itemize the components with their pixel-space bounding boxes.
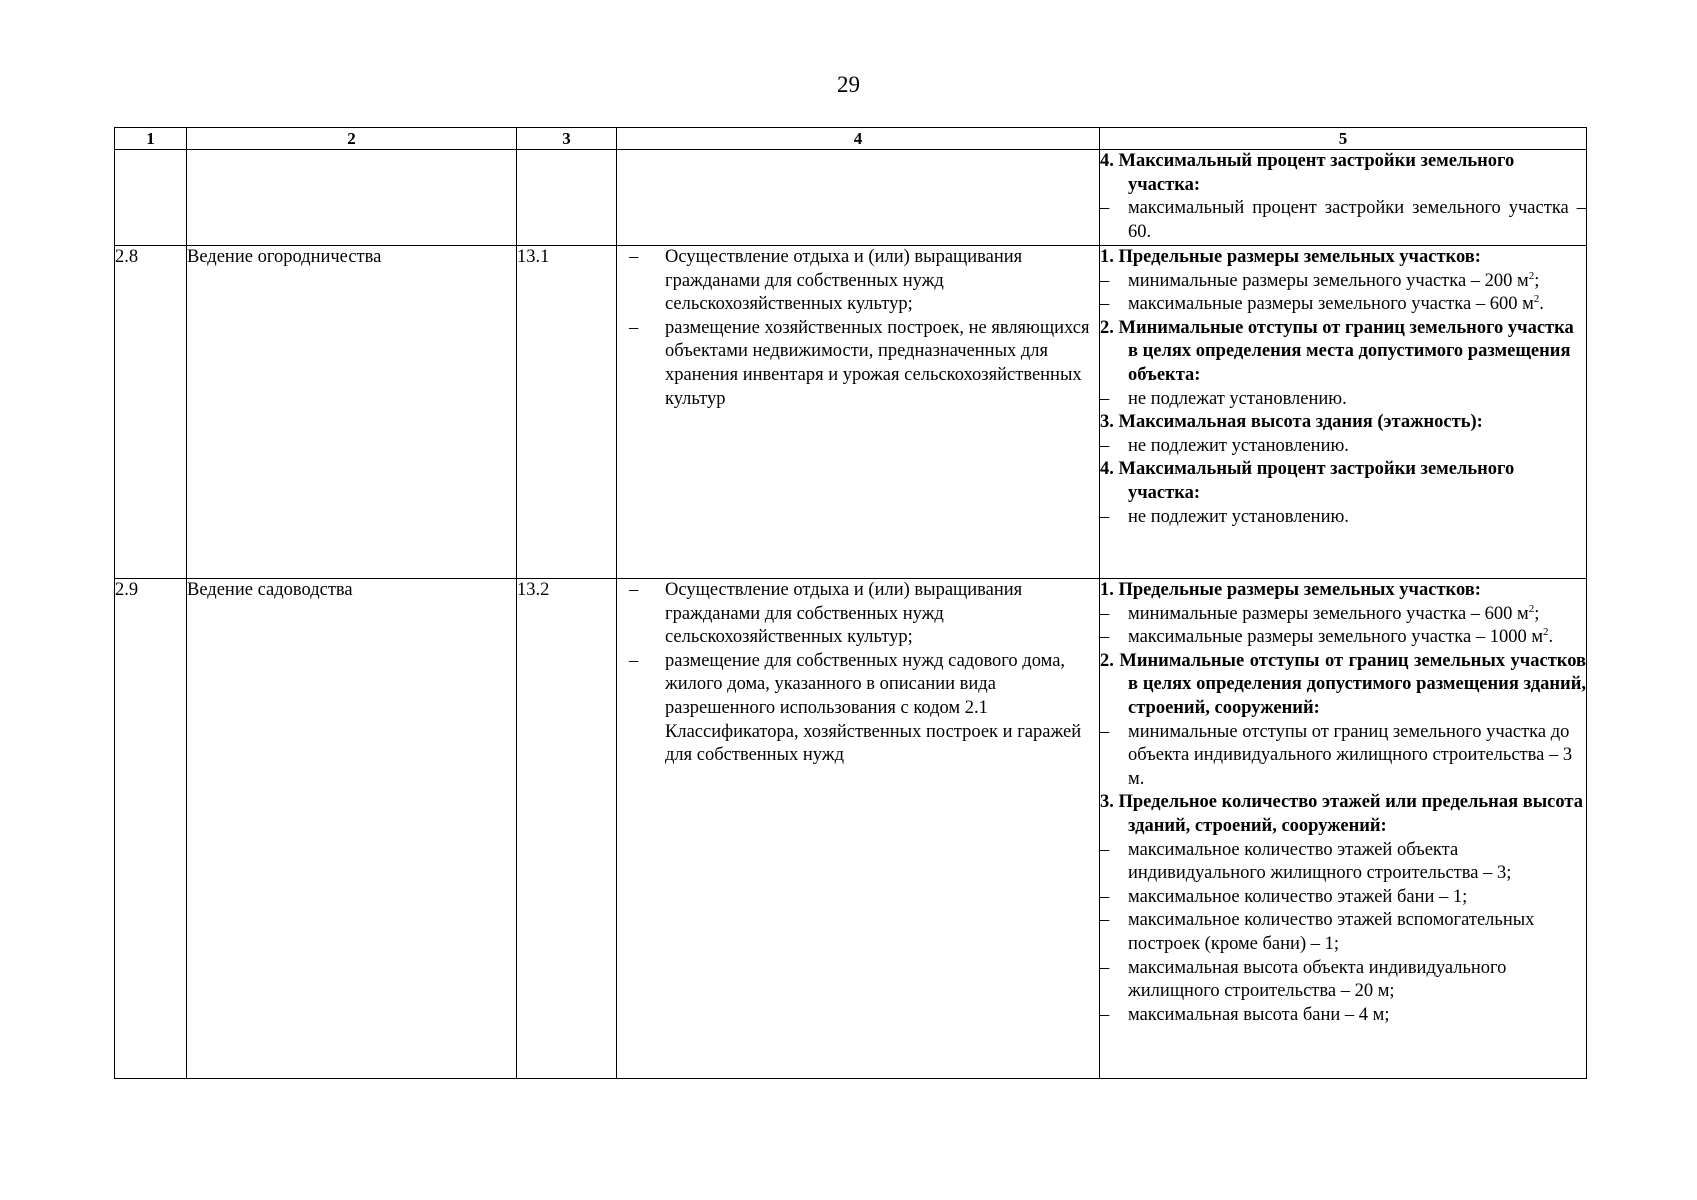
dash-bullet: –: [1100, 957, 1110, 978]
dash-bullet: –: [1100, 294, 1110, 315]
list-item: – размещение для собственных нужд садового дома, жилого дома, указанного в описании вида разрешенного использования с кодом 2.1 Классификатора, хозяйственных построек и гаражей для собственных нужд: [617, 650, 1099, 768]
list-item: – не подлежит установлению.: [1100, 506, 1586, 530]
description-cell: [617, 246, 1100, 579]
list-item: – максимальная высота бани – 4 м;: [1100, 1004, 1586, 1028]
parameters-cell: [1100, 246, 1587, 579]
section-title: 2. Минимальные отступы от границ земельного участка в целях определения места допустимого размещения объекта:: [1100, 317, 1574, 385]
table-row: [115, 246, 1587, 579]
dash-bullet: –: [1100, 603, 1110, 624]
column-header: 1: [115, 128, 187, 150]
list-item: – максимальное количество этажей бани – 1;: [1100, 886, 1586, 910]
parameters-cell: [1100, 150, 1587, 246]
dash-bullet: –: [1100, 1004, 1110, 1025]
dash-bullet: –: [1100, 627, 1110, 648]
dash-bullet: –: [1100, 506, 1110, 527]
dash-bullet: –: [1100, 435, 1110, 456]
dash-bullet: –: [1100, 721, 1110, 742]
list-item: – не подлежит установлению.: [1100, 435, 1586, 459]
list-item: – максимальное количество этажей вспомогательных построек (кроме бани) – 1;: [1100, 909, 1586, 956]
section-title: 3. Предельное количество этажей или предельная высота зданий, строений, сооружений:: [1100, 792, 1583, 836]
dash-bullet: –: [1100, 910, 1110, 931]
table-row: [115, 579, 1587, 1079]
row-number: 2.9: [115, 579, 187, 1079]
list-item: – максимальные размеры земельного участка – 600 $м^2$.: [1100, 293, 1586, 317]
dash-bullet: –: [1100, 198, 1110, 219]
dash-bullet: –: [1100, 886, 1110, 907]
list-item: – максимальное количество этажей объекта индивидуального жилищного строительства – 3;: [1100, 839, 1586, 886]
column-header: 3: [517, 128, 617, 150]
list-item: – не подлежат установлению.: [1100, 388, 1586, 412]
table-header-row: [115, 128, 1587, 150]
dash-bullet: –: [1100, 839, 1110, 860]
row-number: 2.8: [115, 246, 187, 579]
section-title: 1. Предельные размеры земельных участков:: [1100, 247, 1481, 267]
dash-bullet: –: [629, 317, 639, 338]
dash-bullet: –: [629, 247, 639, 267]
column-header: 2: [187, 128, 517, 150]
description-cell: [617, 579, 1100, 1079]
column-header: 5: [1100, 128, 1587, 150]
page-number: 29: [837, 72, 860, 97]
list-item: – Осуществление отдыха и (или) выращивания гражданами для собственных нужд сельскохозяйственных культур;: [617, 246, 1099, 317]
section-title: 2. Минимальные отступы от границ земельных участков в целях определения допустимого размещения зданий, строений, сооружений:: [1100, 650, 1586, 718]
dash-bullet: –: [1100, 270, 1110, 291]
use-type-name: Ведение садоводства: [187, 579, 517, 1079]
section-title: 1. Предельные размеры земельных участков:: [1100, 580, 1481, 600]
parameters-cell: [1100, 579, 1587, 1079]
list-item: – максимальный процент застройки земельного участка – 60.: [1100, 197, 1586, 244]
list-item: – максимальная высота объекта индивидуального жилищного строительства – 20 м;: [1100, 957, 1586, 1004]
dash-bullet: –: [1100, 388, 1110, 409]
list-item: – минимальные размеры земельного участка – 600 $м^2$;: [1100, 603, 1586, 627]
use-type-name: Ведение огородничества: [187, 246, 517, 579]
list-item: – минимальные размеры земельного участка – 200 $м^2$;: [1100, 270, 1586, 294]
dash-bullet: –: [629, 650, 639, 671]
list-item: – максимальные размеры земельного участка – 1000 $м^2$.: [1100, 626, 1586, 650]
dash-bullet: –: [629, 580, 639, 600]
list-item: – Осуществление отдыха и (или) выращивания гражданами для собственных нужд сельскохозяйственных культур;: [617, 579, 1099, 650]
list-item: – размещение хозяйственных построек, не являющихся объектами недвижимости, предназначенных для хранения инвентаря и урожая сельскохозяйственных культур: [617, 317, 1099, 411]
column-header: 4: [617, 128, 1100, 150]
section-title: 4. Максимальный процент застройки земельного участка:: [1100, 151, 1515, 195]
use-type-code: 13.1: [517, 246, 617, 579]
section-title: 3. Максимальная высота здания (этажность):: [1100, 412, 1483, 433]
list-item: – минимальные отступы от границ земельного участка до объекта индивидуального жилищного строительства – 3 м.: [1100, 721, 1586, 792]
table-row: [115, 150, 1587, 246]
regulations-table: [114, 127, 1587, 1079]
use-type-code: 13.2: [517, 579, 617, 1079]
section-title: 4. Максимальный процент застройки земельного участка:: [1100, 459, 1515, 503]
